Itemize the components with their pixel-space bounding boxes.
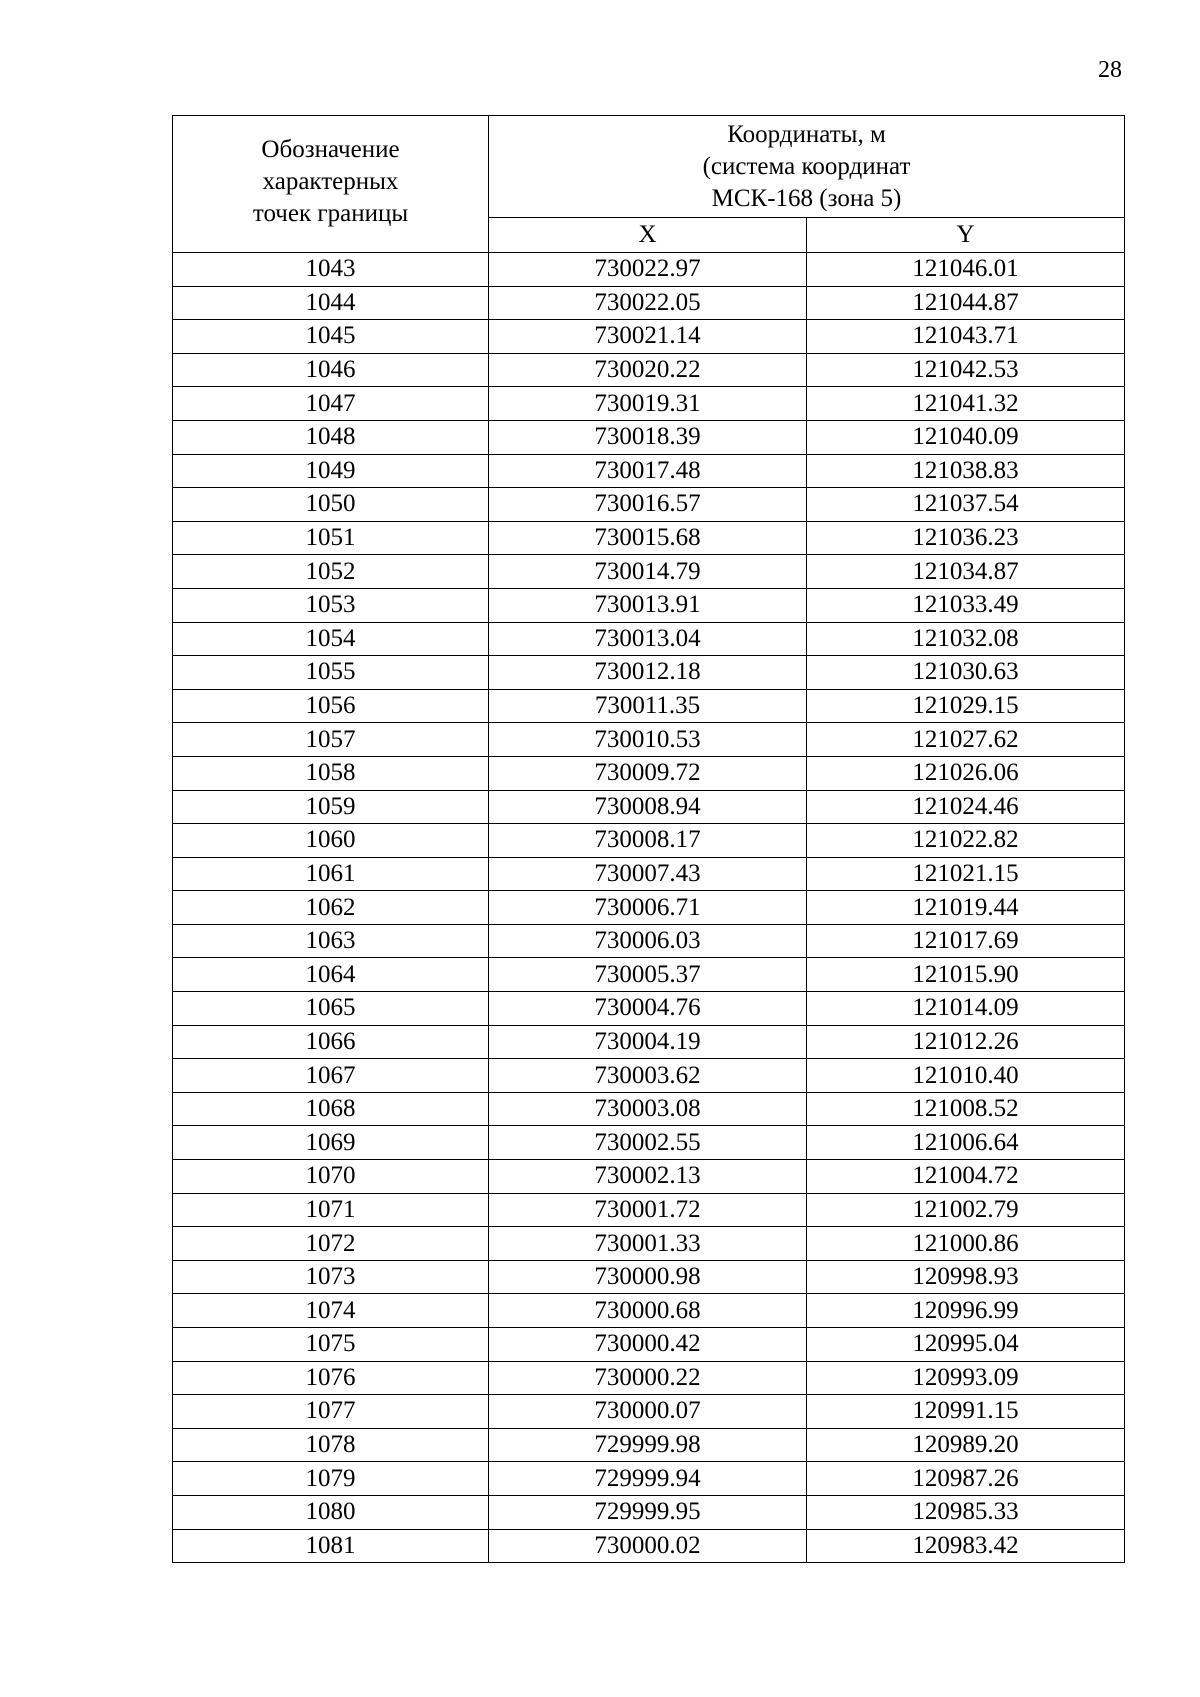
x-coordinate-cell: 730022.97	[489, 253, 807, 287]
y-coordinate-cell: 121043.71	[807, 320, 1125, 354]
table-row	[173, 420, 1125, 454]
y-coordinate-cell: 121037.54	[807, 488, 1125, 522]
y-coordinate-cell: 121000.86	[807, 1227, 1125, 1261]
table-row	[173, 958, 1125, 992]
y-coordinate-cell: 120989.20	[807, 1428, 1125, 1462]
y-coordinate-cell: 121002.79	[807, 1193, 1125, 1227]
point-cell: 1058	[173, 756, 489, 790]
table-row	[173, 1193, 1125, 1227]
x-coordinate-cell: 730019.31	[489, 387, 807, 421]
y-coordinate-cell: 120985.33	[807, 1495, 1125, 1529]
point-cell: 1055	[173, 656, 489, 690]
y-coordinate-cell: 121006.64	[807, 1126, 1125, 1160]
x-coordinate-cell: 730000.42	[489, 1328, 807, 1362]
x-coordinate-cell: 730014.79	[489, 555, 807, 589]
x-coordinate-cell: 730003.08	[489, 1092, 807, 1126]
x-coordinate-cell: 730003.62	[489, 1059, 807, 1093]
table-row	[173, 689, 1125, 723]
x-coordinate-cell: 730010.53	[489, 723, 807, 757]
point-cell: 1079	[173, 1462, 489, 1496]
point-cell: 1051	[173, 521, 489, 555]
y-coordinate-cell: 121012.26	[807, 1025, 1125, 1059]
table-row	[173, 253, 1125, 287]
table-row	[173, 320, 1125, 354]
x-coordinate-cell: 730013.04	[489, 622, 807, 656]
point-cell: 1062	[173, 891, 489, 925]
y-coordinate-cell: 121022.82	[807, 824, 1125, 858]
x-coordinate-cell: 730006.03	[489, 924, 807, 958]
table-row	[173, 723, 1125, 757]
x-coordinate-cell: 730009.72	[489, 756, 807, 790]
x-coordinate-cell: 730006.71	[489, 891, 807, 925]
point-cell: 1049	[173, 454, 489, 488]
point-cell: 1078	[173, 1428, 489, 1462]
x-coordinate-cell: 729999.94	[489, 1462, 807, 1496]
y-coordinate-cell: 120998.93	[807, 1260, 1125, 1294]
y-coordinate-cell: 121042.53	[807, 353, 1125, 387]
point-cell: 1064	[173, 958, 489, 992]
point-cell: 1047	[173, 387, 489, 421]
page-number: 28	[1098, 57, 1122, 83]
table-row	[173, 1059, 1125, 1093]
coords-header-line: Координаты, м	[727, 120, 886, 148]
table-row	[173, 756, 1125, 790]
point-cell: 1052	[173, 555, 489, 589]
table-row	[173, 387, 1125, 421]
y-coordinate-cell: 120987.26	[807, 1462, 1125, 1496]
point-cell: 1048	[173, 420, 489, 454]
table-row	[173, 521, 1125, 555]
table-row	[173, 555, 1125, 589]
point-cell: 1077	[173, 1395, 489, 1429]
table-row	[173, 891, 1125, 925]
point-cell: 1081	[173, 1529, 489, 1563]
table-row	[173, 1361, 1125, 1395]
x-coordinate-cell: 730000.68	[489, 1294, 807, 1328]
coordinates-group-header	[489, 116, 1125, 218]
x-coordinate-cell: 730001.33	[489, 1227, 807, 1261]
table-row	[173, 1495, 1125, 1529]
x-coordinate-cell: 730005.37	[489, 958, 807, 992]
point-cell: 1061	[173, 857, 489, 891]
table-row	[173, 454, 1125, 488]
y-column-header: Y	[807, 218, 1125, 253]
y-coordinate-cell: 121041.32	[807, 387, 1125, 421]
y-coordinate-cell: 121024.46	[807, 790, 1125, 824]
y-coordinate-cell: 121004.72	[807, 1160, 1125, 1194]
table-row	[173, 1092, 1125, 1126]
table-body	[173, 253, 1125, 1563]
x-coordinate-cell: 730004.76	[489, 992, 807, 1026]
x-coordinate-cell: 730000.07	[489, 1395, 807, 1429]
y-coordinate-cell: 121034.87	[807, 555, 1125, 589]
point-cell: 1076	[173, 1361, 489, 1395]
x-coordinate-cell: 730000.98	[489, 1260, 807, 1294]
y-coordinate-cell: 121017.69	[807, 924, 1125, 958]
point-cell: 1065	[173, 992, 489, 1026]
y-coordinate-cell: 121015.90	[807, 958, 1125, 992]
point-cell: 1070	[173, 1160, 489, 1194]
point-designation-header	[173, 116, 489, 253]
header-row-top	[173, 116, 1125, 218]
y-coordinate-cell: 120991.15	[807, 1395, 1125, 1429]
point-header-line: характерных	[262, 168, 399, 195]
table-row	[173, 992, 1125, 1026]
point-cell: 1044	[173, 286, 489, 320]
table-row	[173, 857, 1125, 891]
table-row	[173, 286, 1125, 320]
point-cell: 1057	[173, 723, 489, 757]
y-coordinate-cell: 120983.42	[807, 1529, 1125, 1563]
x-coordinate-cell: 730017.48	[489, 454, 807, 488]
point-header-line: Обозначение	[261, 136, 400, 163]
table-row	[173, 488, 1125, 522]
x-coordinate-cell: 730000.22	[489, 1361, 807, 1395]
x-coordinate-cell: 730002.13	[489, 1160, 807, 1194]
y-coordinate-cell: 120995.04	[807, 1328, 1125, 1362]
x-coordinate-cell: 730012.18	[489, 656, 807, 690]
y-coordinate-cell: 121036.23	[807, 521, 1125, 555]
point-cell: 1045	[173, 320, 489, 354]
x-coordinate-cell: 730004.19	[489, 1025, 807, 1059]
y-coordinate-cell: 121021.15	[807, 857, 1125, 891]
y-coordinate-cell: 121010.40	[807, 1059, 1125, 1093]
table-row	[173, 1328, 1125, 1362]
point-cell: 1072	[173, 1227, 489, 1261]
table-row	[173, 353, 1125, 387]
point-cell: 1059	[173, 790, 489, 824]
table-row	[173, 824, 1125, 858]
table-row	[173, 924, 1125, 958]
table-row	[173, 656, 1125, 690]
y-coordinate-cell: 121033.49	[807, 588, 1125, 622]
y-coordinate-cell: 121038.83	[807, 454, 1125, 488]
point-cell: 1063	[173, 924, 489, 958]
x-coordinate-cell: 730021.14	[489, 320, 807, 354]
point-cell: 1069	[173, 1126, 489, 1160]
y-coordinate-cell: 121014.09	[807, 992, 1125, 1026]
point-cell: 1080	[173, 1495, 489, 1529]
point-cell: 1073	[173, 1260, 489, 1294]
point-cell: 1066	[173, 1025, 489, 1059]
y-coordinate-cell: 121019.44	[807, 891, 1125, 925]
table-row	[173, 1529, 1125, 1563]
table-row	[173, 1428, 1125, 1462]
x-coordinate-cell: 729999.98	[489, 1428, 807, 1462]
point-cell: 1053	[173, 588, 489, 622]
x-coordinate-cell: 730007.43	[489, 857, 807, 891]
x-coordinate-cell: 730013.91	[489, 588, 807, 622]
x-coordinate-cell: 730015.68	[489, 521, 807, 555]
point-cell: 1067	[173, 1059, 489, 1093]
x-column-header: X	[489, 218, 807, 253]
y-coordinate-cell: 121029.15	[807, 689, 1125, 723]
y-coordinate-cell: 121008.52	[807, 1092, 1125, 1126]
point-cell: 1050	[173, 488, 489, 522]
point-cell: 1056	[173, 689, 489, 723]
x-coordinate-cell: 730000.02	[489, 1529, 807, 1563]
x-coordinate-cell: 730001.72	[489, 1193, 807, 1227]
y-coordinate-cell: 120996.99	[807, 1294, 1125, 1328]
y-coordinate-cell: 121032.08	[807, 622, 1125, 656]
y-coordinate-cell: 120993.09	[807, 1361, 1125, 1395]
x-coordinate-cell: 730008.17	[489, 824, 807, 858]
point-cell: 1068	[173, 1092, 489, 1126]
y-coordinate-cell: 121026.06	[807, 756, 1125, 790]
table-row	[173, 1294, 1125, 1328]
table-row	[173, 588, 1125, 622]
point-cell: 1060	[173, 824, 489, 858]
point-header-line: точек границы	[252, 200, 409, 227]
x-coordinate-cell: 730011.35	[489, 689, 807, 723]
point-cell: 1046	[173, 353, 489, 387]
table-row	[173, 1395, 1125, 1429]
y-coordinate-cell: 121046.01	[807, 253, 1125, 287]
point-cell: 1054	[173, 622, 489, 656]
x-coordinate-cell: 729999.95	[489, 1495, 807, 1529]
x-coordinate-cell: 730016.57	[489, 488, 807, 522]
table-row	[173, 1126, 1125, 1160]
coords-header-line: (система координат	[702, 152, 911, 180]
y-coordinate-cell: 121044.87	[807, 286, 1125, 320]
x-coordinate-cell: 730020.22	[489, 353, 807, 387]
x-coordinate-cell: 730002.55	[489, 1126, 807, 1160]
point-cell: 1075	[173, 1328, 489, 1362]
table-row	[173, 790, 1125, 824]
x-coordinate-cell: 730022.05	[489, 286, 807, 320]
coords-header-line: МСК-168 (зона 5)	[711, 184, 902, 212]
point-cell: 1043	[173, 253, 489, 287]
point-cell: 1071	[173, 1193, 489, 1227]
y-coordinate-cell: 121030.63	[807, 656, 1125, 690]
x-coordinate-cell: 730018.39	[489, 420, 807, 454]
x-coordinate-cell: 730008.94	[489, 790, 807, 824]
coordinates-table	[172, 115, 1125, 1563]
table-row	[173, 1227, 1125, 1261]
table-header	[173, 116, 1125, 253]
y-coordinate-cell: 121027.62	[807, 723, 1125, 757]
y-coordinate-cell: 121040.09	[807, 420, 1125, 454]
point-cell: 1074	[173, 1294, 489, 1328]
table-row	[173, 1260, 1125, 1294]
table-row	[173, 622, 1125, 656]
table-row	[173, 1462, 1125, 1496]
table-row	[173, 1025, 1125, 1059]
table-row	[173, 1160, 1125, 1194]
